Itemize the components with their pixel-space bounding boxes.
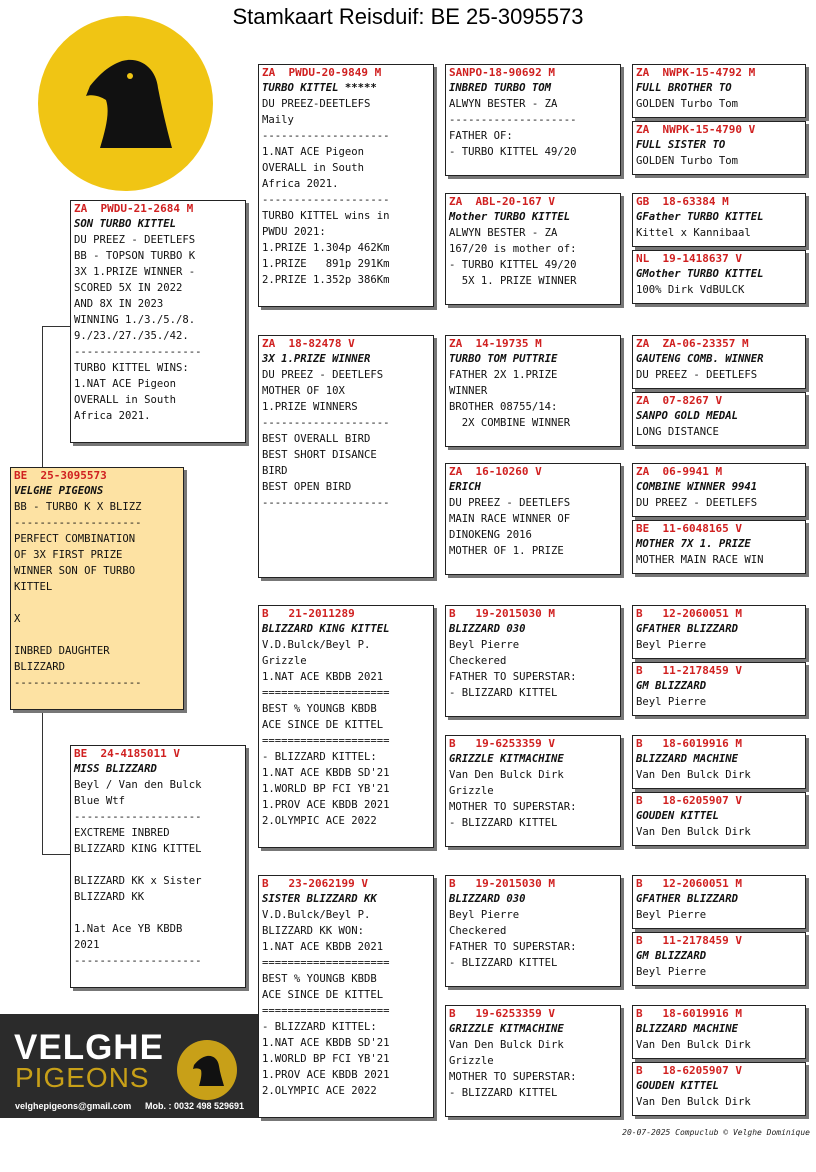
- pigeon-details: [446, 1021, 620, 1101]
- detail-line: INBRED DAUGHTER: [14, 645, 110, 657]
- detail-line: OVERALL in South: [74, 394, 177, 406]
- detail-line: - BLIZZARD KITTEL: [449, 957, 558, 969]
- detail-line: Van Den Bulck Dirk: [636, 826, 751, 838]
- pigeon-details: [446, 209, 620, 289]
- detail-line: Grizzle: [262, 655, 307, 667]
- detail-line: 100% Dirk VdBULCK: [636, 284, 745, 296]
- gggp-card-2[interactable]: [632, 121, 806, 175]
- detail-line: BEST % YOUNGB KBDB: [262, 703, 377, 715]
- connector-line: [42, 854, 70, 855]
- ring-number: B 19-2015030 M: [449, 877, 555, 890]
- gggp-card-14[interactable]: [632, 932, 806, 986]
- ring-number: ZA ABL-20-167 V: [449, 195, 555, 208]
- pigeon-details: [446, 80, 620, 160]
- detail-line: DU PREEZ - DEETLEFS: [74, 234, 196, 246]
- detail-line: 1.PRIZE 1.304p 462Km: [262, 242, 390, 254]
- detail-line: Beyl / Van den Bulck: [74, 779, 202, 791]
- detail-line: 1.NAT ACE Pigeon: [74, 378, 177, 390]
- detail-line: Beyl Pierre: [636, 639, 707, 651]
- ring-number: B 18-6205907 V: [636, 1064, 742, 1077]
- pigeon-name: GOUDEN KITTEL: [636, 810, 719, 822]
- detail-line: PERFECT COMBINATION: [14, 533, 136, 545]
- detail-line: - BLIZZARD KITTEL:: [262, 751, 377, 763]
- ring-number: ZA 06-9941 M: [636, 465, 723, 478]
- pigeon-name: BLIZZARD MACHINE: [636, 1023, 739, 1035]
- sire-dam-card[interactable]: [258, 335, 434, 578]
- detail-line: Checkered: [449, 655, 507, 667]
- detail-line: WINNER: [449, 385, 488, 397]
- detail-line: 1.NAT ACE Pigeon: [262, 146, 365, 158]
- detail-line: - BLIZZARD KITTEL: [449, 817, 558, 829]
- ring-number: GB 18-63384 M: [636, 195, 729, 208]
- ring-number: B 19-6253359 V: [449, 737, 555, 750]
- detail-line: 1.PROV ACE KBDB 2021: [262, 799, 390, 811]
- detail-line: - TURBO KITTEL 49/20: [449, 146, 577, 158]
- pigeon-name: BLIZZARD MACHINE: [636, 753, 739, 765]
- ring-number: ZA 14-19735 M: [449, 337, 542, 350]
- detail-line: Kittel x Kannibaal: [636, 227, 751, 239]
- ring-number: SANPO-18-90692 M: [449, 66, 555, 79]
- detail-line: BLIZZARD KING KITTEL: [74, 843, 202, 855]
- gggp-card-11[interactable]: [632, 735, 806, 789]
- pigeon-details: [71, 216, 245, 424]
- pigeon-details: [633, 351, 805, 383]
- detail-line: ALWYN BESTER - ZA: [449, 98, 558, 110]
- detail-line: - BLIZZARD KITTEL: [449, 1087, 558, 1099]
- detail-line: 2.OLYMPIC ACE 2022: [262, 815, 377, 827]
- pigeon-name: INBRED TURBO TOM: [449, 82, 552, 94]
- detail-line: --------------------: [74, 811, 202, 823]
- detail-line: 1.NAT ACE KBDB 2021: [262, 671, 384, 683]
- detail-line: [74, 905, 242, 921]
- detail-line: 1.PROV ACE KBDB 2021: [262, 1069, 390, 1081]
- detail-line: 1.WORLD BP FCI YB'21: [262, 1053, 390, 1065]
- pigeon-details: [633, 1021, 805, 1053]
- pigeon-name: SISTER BLIZZARD KK: [262, 893, 377, 905]
- detail-line: MOTHER OF 10X: [262, 385, 345, 397]
- ggp-card-sds[interactable]: [445, 335, 621, 447]
- pigeon-name: GM BLIZZARD: [636, 680, 707, 692]
- page-title: Stamkaart Reisduif: BE 25-3095573: [232, 4, 584, 29]
- detail-line: Beyl Pierre: [636, 966, 707, 978]
- pigeon-details: [446, 479, 620, 559]
- ring-number: B 21-2011289: [262, 607, 355, 620]
- ring-number: B 19-2015030 M: [449, 607, 555, 620]
- ring-number: NL 19-1418637 V: [636, 252, 742, 265]
- pigeon-details: [633, 751, 805, 783]
- ggp-card-ssd[interactable]: [445, 193, 621, 305]
- detail-line: 3X 1.PRIZE WINNER -: [74, 266, 196, 278]
- detail-line: FATHER OF:: [449, 130, 513, 142]
- detail-line: EXCTREME INBRED: [74, 827, 170, 839]
- detail-line: DU PREEZ - DEETLEFS: [262, 369, 384, 381]
- gggp-card-3[interactable]: [632, 193, 806, 247]
- detail-line: 2.OLYMPIC ACE 2022: [262, 1085, 377, 1097]
- gggp-card-7[interactable]: [632, 463, 806, 517]
- detail-line: Africa 2021.: [74, 410, 151, 422]
- pigeon-details: [633, 408, 805, 440]
- detail-line: BLIZZARD: [14, 661, 66, 673]
- gggp-card-6[interactable]: [632, 392, 806, 446]
- pigeon-details: [11, 483, 183, 691]
- pigeon-name: BLIZZARD KING KITTEL: [262, 623, 390, 635]
- pigeon-details: [446, 351, 620, 431]
- detail-line: Van Den Bulck Dirk: [636, 769, 751, 781]
- detail-line: Van Den Bulck Dirk: [449, 1039, 564, 1051]
- detail-line: - BLIZZARD KITTEL: [449, 687, 558, 699]
- ring-number: B 11-2178459 V: [636, 934, 742, 947]
- ring-number: ZA 07-8267 V: [636, 394, 723, 407]
- gggp-card-1[interactable]: [632, 64, 806, 118]
- pigeon-name: GOUDEN KITTEL: [636, 1080, 719, 1092]
- detail-line: BEST % YOUNGB KBDB: [262, 973, 377, 985]
- ggp-card-sdd[interactable]: [445, 463, 621, 575]
- ring-number: ZA PWDU-21-2684 M: [74, 202, 194, 215]
- pigeon-details: [633, 621, 805, 653]
- detail-line: ====================: [262, 687, 390, 699]
- ring-number: B 19-6253359 V: [449, 1007, 555, 1020]
- detail-line: BLIZZARD KK x Sister: [74, 875, 202, 887]
- brand-subtitle: PIGEONS: [15, 1062, 150, 1093]
- gggp-card-9[interactable]: [632, 605, 806, 659]
- ring-number: B 18-6205907 V: [636, 794, 742, 807]
- detail-line: Beyl Pierre: [636, 909, 707, 921]
- detail-line: DU PREEZ - DEETLEFS: [636, 369, 758, 381]
- pigeon-silhouette-icon: [38, 16, 213, 191]
- detail-line: Beyl Pierre: [636, 696, 707, 708]
- connector-line: [42, 326, 70, 327]
- detail-line: 167/20 is mother of:: [449, 243, 577, 255]
- detail-line: GOLDEN Turbo Tom: [636, 98, 739, 110]
- detail-line: ====================: [262, 735, 390, 747]
- pigeon-details: [446, 751, 620, 831]
- detail-line: BEST OPEN BIRD: [262, 481, 352, 493]
- ggp-card-dds[interactable]: [445, 875, 621, 987]
- pigeon-details: [633, 808, 805, 840]
- detail-line: Van Den Bulck Dirk: [636, 1096, 751, 1108]
- pigeon-name: MISS BLIZZARD: [74, 763, 157, 775]
- detail-line: --------------------: [262, 497, 390, 509]
- pigeon-logo-small-icon: [177, 1040, 237, 1100]
- pigeon-name: TURBO KITTEL *****: [262, 82, 377, 94]
- detail-line: DINOKENG 2016: [449, 529, 532, 541]
- gggp-card-4[interactable]: [632, 250, 806, 304]
- pigeon-name: GMother TURBO KITTEL: [636, 268, 764, 280]
- pigeon-details: [71, 761, 245, 969]
- ring-number: ZA NWPK-15-4790 V: [636, 123, 756, 136]
- pigeon-details: [633, 1078, 805, 1110]
- detail-line: --------------------: [262, 194, 390, 206]
- detail-line: X: [14, 613, 21, 625]
- pigeon-name: FULL SISTER TO: [636, 139, 726, 151]
- detail-line: 1.Nat Ace YB KBDB: [74, 923, 183, 935]
- detail-line: OF 3X FIRST PRIZE: [14, 549, 123, 561]
- gggp-card-16[interactable]: [632, 1062, 806, 1116]
- pigeon-name: GAUTENG COMB. WINNER: [636, 353, 764, 365]
- pigeon-name: GRIZZLE KITMACHINE: [449, 1023, 564, 1035]
- pigeon-details: [633, 137, 805, 169]
- pigeon-name: FULL BROTHER TO: [636, 82, 732, 94]
- sire-sire-card[interactable]: [258, 64, 434, 307]
- ring-number: B 23-2062199 V: [262, 877, 368, 890]
- detail-line: PWDU 2021:: [262, 226, 326, 238]
- detail-line: [74, 857, 242, 873]
- detail-line: TURBO KITTEL WINS:: [74, 362, 189, 374]
- pigeon-details: [633, 479, 805, 511]
- sire-card[interactable]: [70, 200, 246, 443]
- gggp-card-10[interactable]: [632, 662, 806, 716]
- ring-number: ZA ZA-06-23357 M: [636, 337, 749, 350]
- detail-line: 1.WORLD BP FCI YB'21: [262, 783, 390, 795]
- footer-credit: 20-07-2025 Compuclub © Velghe Dominique: [622, 1128, 810, 1137]
- detail-line: TURBO KITTEL wins in: [262, 210, 390, 222]
- detail-line: WINNER SON OF TURBO: [14, 565, 136, 577]
- pigeon-name: COMBINE WINNER 9941: [636, 481, 758, 493]
- pigeon-name: GFather TURBO KITTEL: [636, 211, 764, 223]
- ring-number: B 11-2178459 V: [636, 664, 742, 677]
- detail-line: ====================: [262, 1005, 390, 1017]
- detail-line: MAIN RACE WINNER OF: [449, 513, 571, 525]
- pigeon-name: GFATHER BLIZZARD: [636, 623, 739, 635]
- detail-line: BROTHER 08755/14:: [449, 401, 558, 413]
- pigeon-name: BLIZZARD 030: [449, 893, 526, 905]
- detail-line: MOTHER TO SUPERSTAR:: [449, 1071, 577, 1083]
- ring-number: BE 25-3095573: [14, 469, 107, 482]
- detail-line: [14, 627, 180, 643]
- ring-number: ZA PWDU-20-9849 M: [262, 66, 382, 79]
- detail-line: V.D.Bulck/Beyl P.: [262, 909, 371, 921]
- ring-number: BE 11-6048165 V: [636, 522, 742, 535]
- detail-line: MOTHER TO SUPERSTAR:: [449, 801, 577, 813]
- pigeon-name: Mother TURBO KITTEL: [449, 211, 571, 223]
- detail-line: --------------------: [262, 130, 390, 142]
- detail-line: Van Den Bulck Dirk: [449, 769, 564, 781]
- pigeon-details: [259, 80, 433, 288]
- pigeon-details: [446, 891, 620, 971]
- detail-line: 2021: [74, 939, 100, 951]
- ring-number: B 18-6019916 M: [636, 737, 742, 750]
- detail-line: Maily: [262, 114, 294, 126]
- ring-number: ZA 18-82478 V: [262, 337, 355, 350]
- detail-line: BEST SHORT DISANCE: [262, 449, 377, 461]
- connector-line: [42, 326, 43, 468]
- pigeon-details: [633, 536, 805, 568]
- detail-line: 5X 1. PRIZE WINNER: [449, 275, 577, 287]
- detail-line: 1.PRIZE 891p 291Km: [262, 258, 390, 270]
- detail-line: - BLIZZARD KITTEL:: [262, 1021, 377, 1033]
- pigeon-name: SANPO GOLD MEDAL: [636, 410, 739, 422]
- ggp-card-sss[interactable]: [445, 64, 621, 176]
- detail-line: LONG DISTANCE: [636, 426, 719, 438]
- detail-line: ====================: [262, 957, 390, 969]
- gggp-card-13[interactable]: [632, 875, 806, 929]
- pigeon-name: BLIZZARD 030: [449, 623, 526, 635]
- detail-line: 2.PRIZE 1.352p 386Km: [262, 274, 390, 286]
- detail-line: [14, 595, 180, 611]
- detail-line: BLIZZARD KK WON:: [262, 925, 365, 937]
- dam-dam-card[interactable]: [258, 875, 434, 1118]
- gggp-card-15[interactable]: [632, 1005, 806, 1059]
- detail-line: SCORED 5X IN 2022: [74, 282, 183, 294]
- detail-line: WINNING 1./3./5./8.: [74, 314, 196, 326]
- detail-line: AND 8X IN 2023: [74, 298, 164, 310]
- ggp-card-dss[interactable]: [445, 605, 621, 717]
- detail-line: 1.PRIZE WINNERS: [262, 401, 358, 413]
- gggp-card-12[interactable]: [632, 792, 806, 846]
- pigeon-details: [633, 678, 805, 710]
- ring-number: B 12-2060051 M: [636, 607, 742, 620]
- detail-line: 9./23./27./35./42.: [74, 330, 189, 342]
- pigeon-name: TURBO TOM PUTTRIE: [449, 353, 558, 365]
- detail-line: Checkered: [449, 925, 507, 937]
- pigeon-name: GRIZZLE KITMACHINE: [449, 753, 564, 765]
- pigeon-details: [633, 209, 805, 241]
- pigeon-name: ERICH: [449, 481, 481, 493]
- pigeon-name: GFATHER BLIZZARD: [636, 893, 739, 905]
- detail-line: 1.NAT ACE KBDB SD'21: [262, 767, 390, 779]
- pigeon-details: [259, 621, 433, 829]
- brand-mobile: Mob. : 0032 498 529691: [145, 1101, 245, 1111]
- detail-line: 1.NAT ACE KBDB 2021: [262, 941, 384, 953]
- detail-line: FATHER 2X 1.PRIZE: [449, 369, 558, 381]
- detail-line: GOLDEN Turbo Tom: [636, 155, 739, 167]
- detail-line: --------------------: [74, 955, 202, 967]
- pigeon-name: SON TURBO KITTEL: [74, 218, 177, 230]
- detail-line: Grizzle: [449, 785, 494, 797]
- detail-line: FATHER TO SUPERSTAR:: [449, 671, 577, 683]
- pigeon-name: VELGHE PIGEONS: [14, 485, 104, 497]
- subject-pigeon-card[interactable]: [10, 467, 184, 710]
- brand-name: VELGHE: [14, 1028, 164, 1067]
- pigeon-details: [259, 891, 433, 1099]
- pigeon-name: GM BLIZZARD: [636, 950, 707, 962]
- pigeon-details: [633, 891, 805, 923]
- detail-line: OVERALL in South: [262, 162, 365, 174]
- brand-email[interactable]: velghepigeons@gmail.com: [15, 1101, 132, 1111]
- detail-line: V.D.Bulck/Beyl P.: [262, 639, 371, 651]
- detail-line: Africa 2021.: [262, 178, 339, 190]
- pigeon-details: [633, 266, 805, 298]
- detail-line: Grizzle: [449, 1055, 494, 1067]
- detail-line: Blue Wtf: [74, 795, 126, 807]
- detail-line: Beyl Pierre: [449, 639, 520, 651]
- detail-line: DU PREEZ - DEETLEFS: [636, 497, 758, 509]
- ggp-card-dsd[interactable]: [445, 735, 621, 847]
- pigeon-details: [633, 948, 805, 980]
- detail-line: --------------------: [74, 346, 202, 358]
- pigeon-details: [633, 80, 805, 112]
- ring-number: B 12-2060051 M: [636, 877, 742, 890]
- ring-number: B 18-6019916 M: [636, 1007, 742, 1020]
- detail-line: DU PREEZ - DEETLEFS: [449, 497, 571, 509]
- connector-line: [42, 710, 43, 854]
- ring-number: ZA 16-10260 V: [449, 465, 542, 478]
- pigeon-name: MOTHER 7X 1. PRIZE: [636, 538, 751, 550]
- detail-line: BLIZZARD KK: [74, 891, 145, 903]
- detail-line: KITTEL: [14, 581, 53, 593]
- ggp-card-ddd[interactable]: [445, 1005, 621, 1117]
- ring-number: BE 24-4185011 V: [74, 747, 180, 760]
- detail-line: --------------------: [14, 517, 142, 529]
- detail-line: MOTHER MAIN RACE WIN: [636, 554, 764, 566]
- detail-line: Beyl Pierre: [449, 909, 520, 921]
- detail-line: - TURBO KITTEL 49/20: [449, 259, 577, 271]
- detail-line: ACE SINCE DE KITTEL: [262, 719, 384, 731]
- ring-number: ZA NWPK-15-4792 M: [636, 66, 756, 79]
- detail-line: FATHER TO SUPERSTAR:: [449, 941, 577, 953]
- pigeon-details: [259, 351, 433, 511]
- detail-line: --------------------: [262, 417, 390, 429]
- detail-line: Van Den Bulck Dirk: [636, 1039, 751, 1051]
- detail-line: --------------------: [14, 677, 142, 689]
- pigeon-details: [446, 621, 620, 701]
- pigeon-name: 3X 1.PRIZE WINNER: [262, 353, 371, 365]
- brand-banner: [0, 1014, 258, 1118]
- pigeon-logo: [38, 16, 213, 191]
- detail-line: 1.NAT ACE KBDB SD'21: [262, 1037, 390, 1049]
- detail-line: ACE SINCE DE KITTEL: [262, 989, 384, 1001]
- detail-line: BB - TURBO K X BLIZZ: [14, 501, 142, 513]
- detail-line: BB - TOPSON TURBO K: [74, 250, 196, 262]
- detail-line: MOTHER OF 1. PRIZE: [449, 545, 564, 557]
- gggp-card-5[interactable]: [632, 335, 806, 389]
- detail-line: ALWYN BESTER - ZA: [449, 227, 558, 239]
- detail-line: 2X COMBINE WINNER: [449, 417, 571, 429]
- dam-card[interactable]: [70, 745, 246, 988]
- detail-line: --------------------: [449, 114, 577, 126]
- gggp-card-8[interactable]: [632, 520, 806, 574]
- detail-line: BEST OVERALL BIRD: [262, 433, 371, 445]
- dam-sire-card[interactable]: [258, 605, 434, 848]
- detail-line: DU PREEZ-DEETLEFS: [262, 98, 371, 110]
- detail-line: BIRD: [262, 465, 288, 477]
